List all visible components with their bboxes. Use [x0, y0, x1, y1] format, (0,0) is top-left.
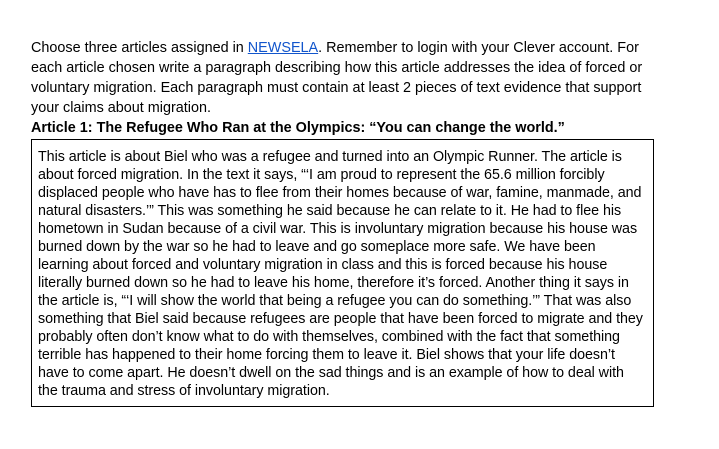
newsela-link[interactable]: NEWSELA — [247, 40, 319, 56]
response-paragraph: This article is about Biel who was a refugee and turned into an Olympic Runner. The article is about forced migration. In the text it says, “‘I am proud to represent the 65.6 million forcibly displaced people who have has to flee from their homes because of war, famine, manmade, and natural disasters.’” This was something he said because he can relate to it. He had to flee his hometown in Sudan because of a civil war. This is involuntary migration because his house was burned down by the war so he had to leave and go someplace more safe. We have been learning about forced and voluntary migration in class and this is forced because his house literally burned down so he had to leave his home, therefore it’s forced. Another thing it says in the article is, “‘I will show the world that being a refugee you can do something.’” That was also something that Biel said because refugees are people that have been forced to migrate and they probably often don’t know what to do with themselves, combined with the fact that something terrible has happened to their home forcing them to leave it. Biel shows that your life doesn’t have to come apart. He doesn’t dwell on the sad things and is an example of how to deal with the trauma and stress of involuntary migration. — [38, 149, 643, 399]
instructions-paragraph — [31, 38, 661, 118]
instructions-text-end: . Remember to login with your Clever account. For each article chosen write a paragraph describing how this article addresses the idea of forced or voluntary migration. Each paragraph must contain at least 2 pieces of text evidence that support your claims about migration. — [31, 40, 643, 116]
document-body — [31, 38, 661, 407]
article-heading: Article 1: The Refugee Who Ran at the Olympics: “You can change the world.” — [31, 120, 565, 136]
instructions-text-start: Choose three articles assigned in — [31, 40, 248, 56]
response-text-box[interactable] — [31, 139, 654, 407]
